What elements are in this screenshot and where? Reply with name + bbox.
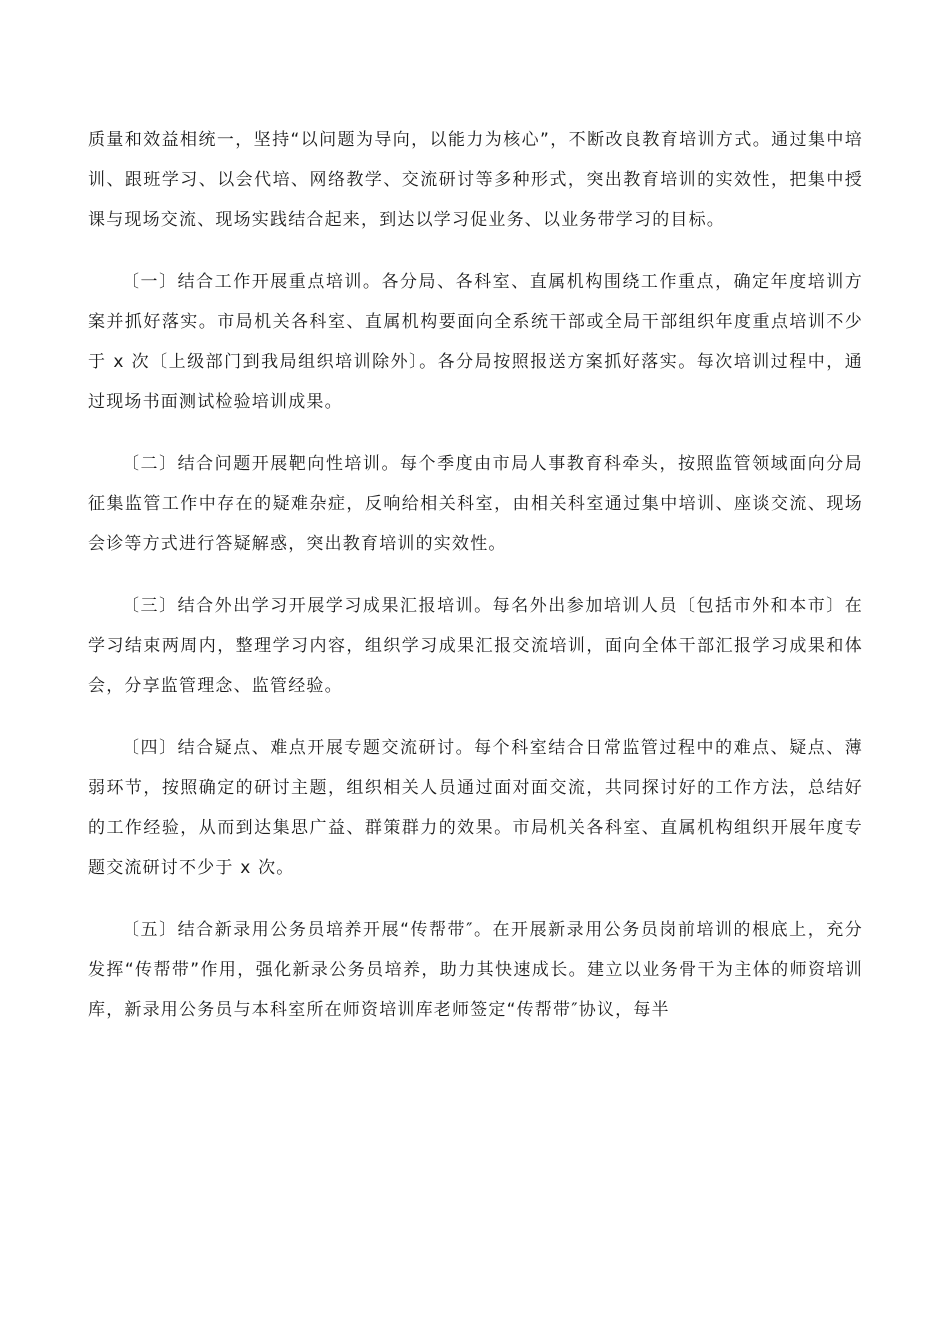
paragraph-section-5: 〔五〕结合新录用公务员培养开展“传帮带″。在开展新录用公务员岗前培训的根底上，充分发挥“传帮带”作用，强化新录公务员培养，助力其快速成长。建立以业务骨干为主体的师资培训库，新录用公务员与本科室所在师资培训库老师签定“传帮带″协议，每半	[88, 920, 863, 1020]
document-body	[88, 120, 863, 1052]
paragraph-section-3: 〔三〕结合外出学习开展学习成果汇报培训。每名外出参加培训人员〔包括市外和本市〕在学习结束两周内，整理学习内容，组织学习成果汇报交流培训，面向全体干部汇报学习成果和体会，分享监管理念、监管经验。	[88, 596, 863, 696]
paragraph-section-4: 〔四〕结合疑点、难点开展专题交流研讨。每个科室结合日常监管过程中的难点、疑点、薄弱环节，按照确定的研讨主题，组织相关人员通过面对面交流，共同探讨好的工作方法，总结好的工作经验，从而到达集思广益、群策群力的效果。市局机关各科室、直属机构组织开展年度专题交流研讨不少于 x 次。	[88, 738, 863, 878]
paragraph-section-2: 〔二〕结合问题开展靶向性培训。每个季度由市局人事教育科牵头，按照监管领域面向分局征集监管工作中存在的疑难杂症，反响给相关科室，由相关科室通过集中培训、座谈交流、现场会诊等方式进行答疑解惑，突出教育培训的实效性。	[88, 454, 863, 554]
paragraph-section-1: 〔一〕结合工作开展重点培训。各分局、各科室、直属机构围绕工作重点，确定年度培训方案并抓好落实。市局机关各科室、直属机构要面向全系统干部或全局干部组织年度重点培训不少于 x 次〔上级部门到我局组织培训除外〕。各分局按照报送方案抓好落实。每次培训过程中，通过现场书面测试检验培训成果。	[88, 272, 863, 412]
paragraph-intro: 质量和效益相统一，坚持“以问题为导向，以能力为核心”，不断改良教育培训方式。通过集中培训、跟班学习、以会代培、网络教学、交流研讨等多种形式，突出教育培训的实效性，把集中授课与现场交流、现场实践结合起来，到达以学习促业务、以业务带学习的目标。	[88, 130, 863, 230]
